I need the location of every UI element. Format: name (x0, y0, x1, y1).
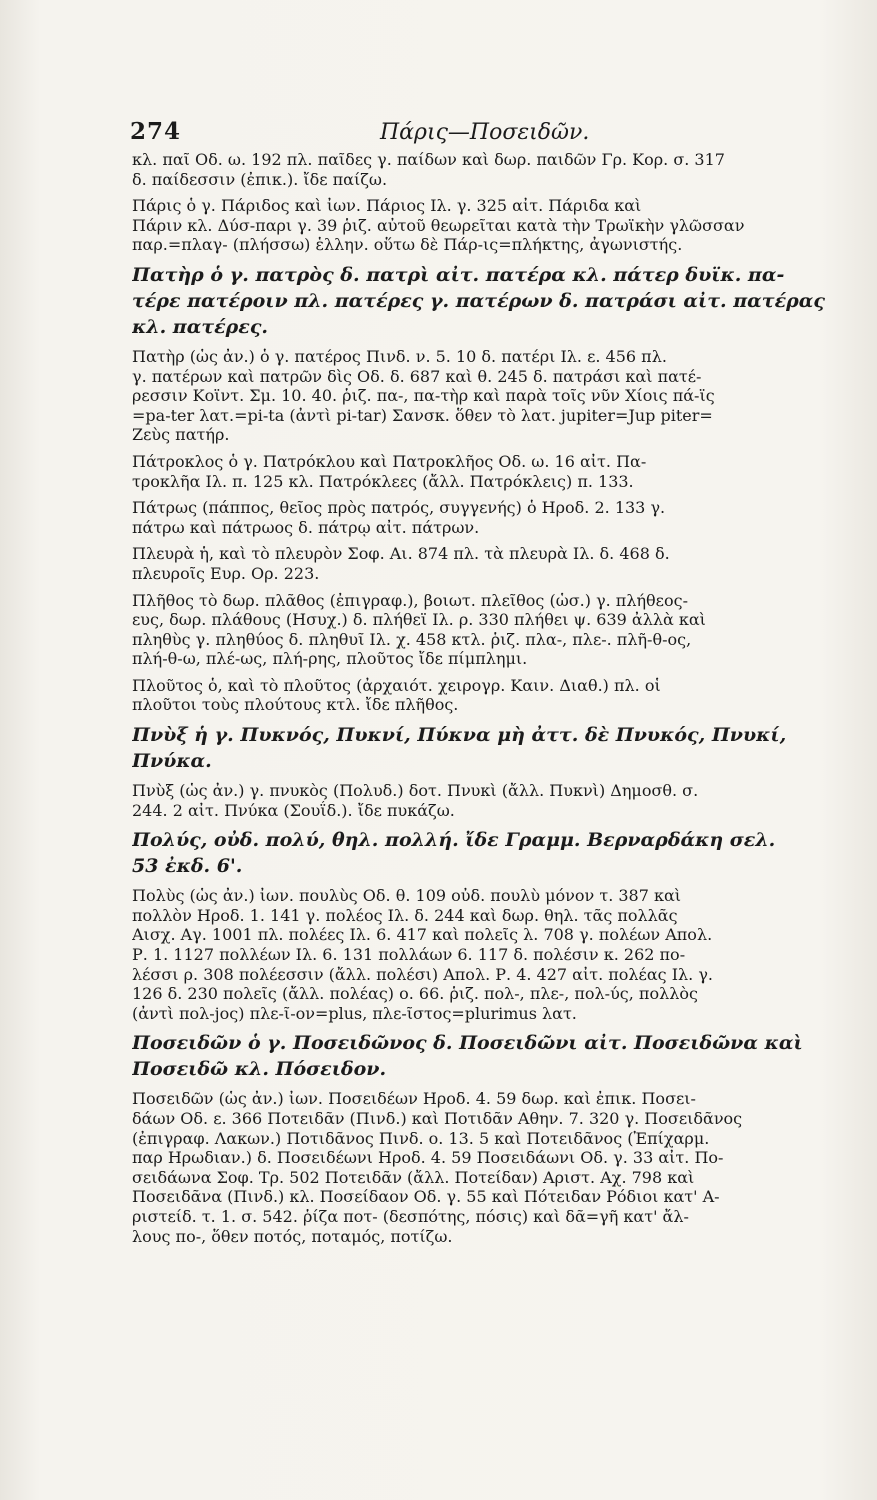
text-line: κλ. παῖ Οδ. ω. 192 πλ. παῖδες γ. παίδων καὶ δωρ. παιδῶν Γρ. Κορ. σ. 317 (132, 150, 725, 169)
text-line: γ. πατέρων καὶ πατρῶν δὶς Οδ. δ. 687 καὶ θ. 245 δ. πατράσι καὶ πατέ- (132, 366, 702, 386)
paragraph-gap (132, 820, 827, 827)
text-line: λέσσι ρ. 308 πολέεσσιν (ἄλλ. πολέσι) Απολ. Ρ. 4. 427 αἰτ. πολέας Ιλ. γ. (132, 964, 713, 984)
text-line: Πάρις ὁ γ. Πάριδος καὶ ἰων. Πάριος Ιλ. γ. 325 αἰτ. Πάριδα καὶ (132, 196, 642, 216)
text-line: Πατὴρ (ὡς ἀν.) ὁ γ. πατέρος Πινδ. ν. 5. 10 δ. πατέρι Ιλ. ε. 456 πλ. (132, 346, 667, 366)
paragraph-gap (132, 669, 827, 676)
dictionary-body (132, 150, 827, 1246)
paragraph-gap (132, 255, 827, 262)
paragraph-gap (132, 340, 827, 347)
text-line: λους πο-, ὅθεν ποτός, ποταμός, ποτίζω. (132, 1226, 453, 1246)
paragraph-gap (132, 445, 827, 452)
text-line: πληθὺς γ. πληθύος δ. πληθυῖ Ιλ. χ. 458 κτλ. ῥιζ. πλα-, πλε-. πλῆ-θ-ος, (132, 629, 692, 649)
entry-heading-line: Πατὴρ ὁ γ. πατρὸς δ. πατρὶ αἰτ. πατέρα κλ. πάτερ δυϊκ. πα- (132, 263, 785, 286)
text-line: παρ Ηρωδιαν.) δ. Ποσειδέωνι Ηροδ. 4. 59 Ποσειδάωνι Οδ. γ. 33 αἰτ. Πο- (132, 1148, 724, 1168)
paragraph-gap (132, 879, 827, 886)
paragraph-gap (132, 491, 827, 498)
entry-heading-line: Πολύς, οὐδ. πολύ, θηλ. πολλή. ἴδε Γραμμ. Βερναρδάκη σελ. (132, 829, 776, 852)
text-line: σειδάωνα Σοφ. Τρ. 502 Ποτειδᾶν (ἄλλ. Ποτείδαν) Αριστ. Αχ. 798 καὶ (132, 1167, 695, 1187)
text-line: ριστείδ. τ. 1. σ. 542. ῥίζα ποτ- (δεσπότης, πόσις) καὶ δᾶ=γῆ κατ' ἄλ- (132, 1206, 689, 1226)
paragraph-gap (132, 774, 827, 781)
text-line: (ἐπιγραφ. Λακων.) Ποτιδᾶνος Πινδ. ο. 13. 5 καὶ Ποτειδᾶνος (Ἐπίχαρμ. (132, 1128, 710, 1148)
entry-heading-line: Πνὺξ ἡ γ. Πυκνός, Πυκνί, Πύκνα μὴ ἀττ. δὲ Πνυκός, Πνυκί, (132, 724, 787, 747)
text-line: Πάτρως (πάππος, θεῖος πρὸς πατρός, συγγενής) ὁ Ηροδ. 2. 133 γ. (132, 498, 666, 518)
entry-heading-line: Ποσειδῶ κλ. Πόσειδον. (132, 1058, 387, 1081)
text-line: (ἀντὶ πολ-jος) πλε-ῖ-ον=plus, πλε-ῖστος=plurimus λατ. (132, 1003, 577, 1023)
text-line: Πλοῦτος ὁ, καὶ τὸ πλοῦτος (ἀρχαιότ. χειρογρ. Καιν. Διαθ.) πλ. οἱ (132, 675, 661, 695)
text-line: πολλὸν Ηροδ. 1. 141 γ. πολέος Ιλ. δ. 244 καὶ δωρ. θηλ. τᾶς πολλᾶς (132, 905, 678, 925)
text-line: Πάριν κλ. Δύσ-παρι γ. 39 ῥιζ. αὐτοῦ θεωρεῖται κατὰ τὴν Τρωϊκὴν γλῶσσαν (132, 215, 745, 235)
text-line: Ρ. 1. 1127 πολλέων Ιλ. 6. 131 πολλάων 6. 117 δ. πολέσιν κ. 262 πο- (132, 945, 686, 965)
text-line: Ποσειδῶν (ὡς ἀν.) ἰων. Ποσειδέων Ηροδ. 4. 59 δωρ. καὶ ἐπικ. Ποσει- (132, 1089, 696, 1109)
text-line: πλή-θ-ω, πλέ-ως, πλή-ρης, πλοῦτος ἴδε πίμπλημι. (132, 649, 528, 669)
text-line: Ποσειδᾶνα (Πινδ.) κλ. Ποσείδαον Οδ. γ. 55 καὶ Πότειδαν Ρόδιοι κατ' Α- (132, 1187, 720, 1207)
entry-heading-line: τέρε πατέροιν πλ. πατέρες γ. πατέρων δ. πατράσι αἰτ. πατέρας (132, 289, 825, 312)
text-line: πλευροῖς Ευρ. Ορ. 223. (132, 563, 320, 583)
paragraph-gap (132, 584, 827, 591)
text-line: Αισχ. Αγ. 1001 πλ. πολέες Ιλ. 6. 417 καὶ πολεῖς λ. 708 γ. πολέων Απολ. (132, 925, 713, 945)
entry-heading-line: 53 ἐκδ. 6'. (132, 855, 243, 878)
text-line: Ζεὺς πατήρ. (132, 425, 230, 445)
text-line: Πνὺξ (ὡς ἀν.) γ. πνυκὸς (Πολυδ.) δοτ. Πνυκὶ (ἄλλ. Πυκνὶ) Δημοσθ. σ. (132, 781, 699, 801)
paragraph-gap (132, 1082, 827, 1089)
text-line: 244. 2 αἰτ. Πνύκα (Σουΐδ.). ἴδε πυκάζω. (132, 800, 455, 820)
text-line: ευς, δωρ. πλάθους (Ησυχ.) δ. πλήθεϊ Ιλ. ρ. 330 πλήθει ψ. 639 ἀλλὰ καὶ (132, 610, 706, 630)
entry-heading-line: Ποσειδῶν ὁ γ. Ποσειδῶνος δ. Ποσειδῶνι αἰτ. Ποσειδῶνα καὶ (132, 1032, 803, 1055)
paragraph-gap (132, 1023, 827, 1030)
text-line: Πλευρὰ ἡ, καὶ τὸ πλευρὸν Σοφ. Αι. 874 πλ. τὰ πλευρὰ Ιλ. δ. 468 δ. (132, 544, 670, 564)
text-line: =pa-ter λατ.=pi-ta (ἀντὶ pi-tar) Σανσκ. ὅθεν τὸ λατ. jupiter=Jup piter= (132, 405, 713, 425)
text-line: πλοῦτοι τοὺς πλούτους κτλ. ἴδε πλῆθος. (132, 695, 459, 715)
text-line: τροκλῆα Ιλ. π. 125 κλ. Πατρόκλεες (ἄλλ. Πατρόκλεις) π. 133. (132, 471, 634, 491)
text-line: Πολὺς (ὡς ἀν.) ἰων. πουλὺς Οδ. θ. 109 οὐδ. πουλὺ μόνον τ. 387 καὶ (132, 886, 682, 906)
text-line: δάων Οδ. ε. 366 Ποτειδᾶν (Πινδ.) καὶ Ποτιδᾶν Αθην. 7. 320 γ. Ποσειδᾶνος (132, 1109, 743, 1128)
page-header (130, 118, 820, 152)
entry-heading-line: Πνύκα. (132, 750, 212, 773)
text-line: ρεσσιν Κοϊντ. Σμ. 10. 40. ῥιζ. πα-, πα-τὴρ καὶ παρὰ τοῖς νῦν Χίοις πά-ϊς (132, 386, 715, 406)
running-title: Πάρις—Ποσειδῶν. (380, 120, 590, 145)
paragraph-gap (132, 189, 827, 196)
text-line: πάτρω καὶ πάτρωος δ. πάτρῳ αἰτ. πάτρων. (132, 517, 480, 537)
paragraph-gap (132, 715, 827, 722)
text-line: δ. παίδεσσιν (ἐπικ.). ἴδε παίζω. (132, 169, 388, 189)
text-line: Πάτροκλος ὁ γ. Πατρόκλου καὶ Πατροκλῆος Οδ. ω. 16 αἰτ. Πα- (132, 451, 647, 471)
paragraph-gap (132, 537, 827, 544)
text-line: Πλῆθος τὸ δωρ. πλᾶθος (ἐπιγραφ.), βοιωτ. πλεῖθος (ὡσ.) γ. πλήθεος- (132, 590, 688, 610)
page-number: 274 (130, 118, 182, 145)
text-line: 126 δ. 230 πολεῖς (ἄλλ. πολέας) ο. 66. ῥιζ. πολ-, πλε-, πολ-ύς, πολλὸς (132, 984, 698, 1004)
entry-heading-line: κλ. πατέρες. (132, 315, 269, 338)
text-line: παρ.=πλαγ- (πλήσσω) ἑλλην. οὕτω δὲ Πάρ-ις=πλήκτης, ἀγωνιστής. (132, 235, 683, 255)
